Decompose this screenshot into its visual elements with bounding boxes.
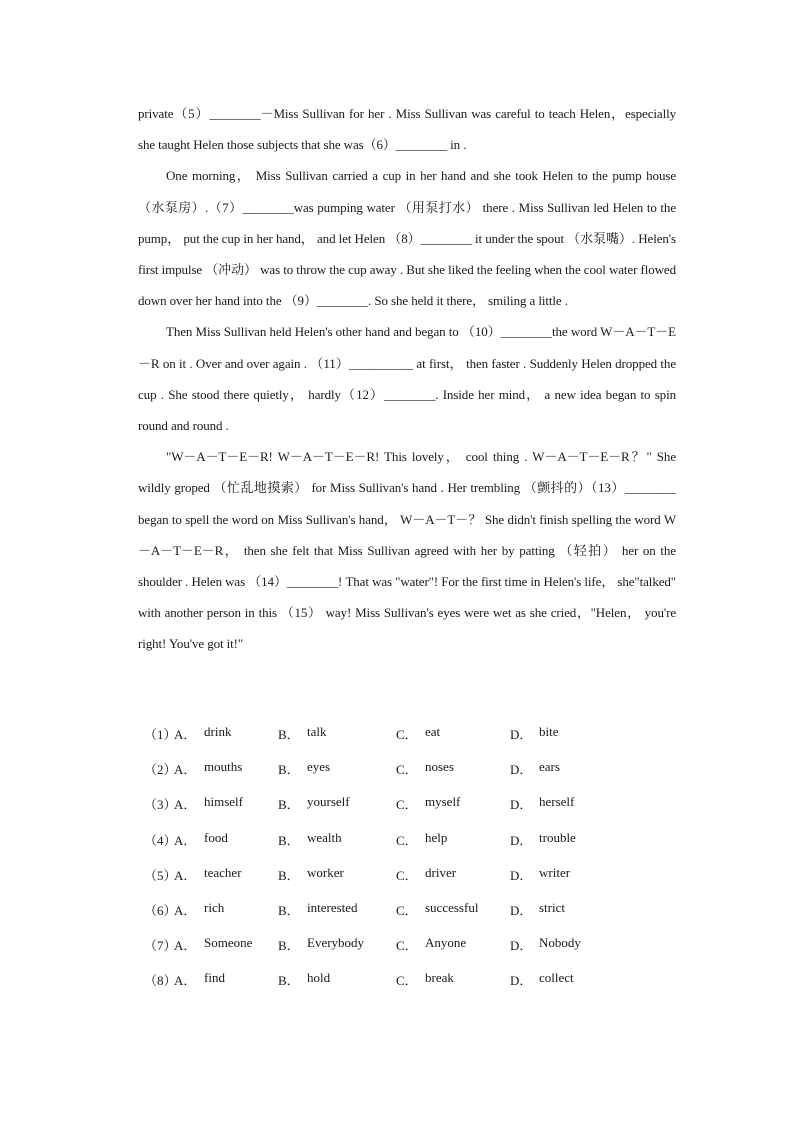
option-text: worker xyxy=(307,864,344,880)
option-text: himself xyxy=(204,794,243,810)
option-b xyxy=(278,970,331,989)
option-text: interested xyxy=(307,899,358,915)
option-letter: B． xyxy=(278,938,300,954)
option-letter: C． xyxy=(396,797,418,813)
option-text: teacher xyxy=(204,864,242,880)
option-letter: A． xyxy=(174,727,197,742)
option-d xyxy=(510,724,559,743)
option-letter: A． xyxy=(174,973,197,989)
option-d xyxy=(510,794,575,813)
option-letter: B． xyxy=(278,762,300,778)
option-letter: D． xyxy=(510,727,533,742)
option-c xyxy=(396,794,461,813)
option-d xyxy=(510,759,560,778)
option-d xyxy=(510,864,571,884)
option-letter: C． xyxy=(396,973,418,989)
option-text: find xyxy=(204,970,225,986)
option-letter: B． xyxy=(278,727,300,742)
question-row-7 xyxy=(144,935,664,970)
option-letter: D． xyxy=(510,762,533,778)
option-b xyxy=(278,829,342,849)
option-text: bite xyxy=(539,724,559,739)
option-text: rich xyxy=(204,899,225,915)
option-a xyxy=(174,829,228,849)
option-b xyxy=(278,794,350,813)
option-text: Someone xyxy=(204,935,253,951)
option-text: eat xyxy=(425,724,441,739)
option-d xyxy=(510,970,574,989)
option-text: herself xyxy=(539,794,575,810)
option-c xyxy=(396,829,448,849)
option-letter: A． xyxy=(174,762,197,778)
option-text: successful xyxy=(425,899,479,915)
option-letter: D． xyxy=(510,938,533,954)
question-number: （2） xyxy=(144,762,177,778)
option-d xyxy=(510,899,565,919)
option-text: ears xyxy=(539,759,560,775)
option-letter: A． xyxy=(174,902,197,918)
option-b xyxy=(278,935,365,954)
option-letter: D． xyxy=(510,832,533,848)
option-text: writer xyxy=(539,864,571,880)
option-text: noses xyxy=(425,759,454,775)
option-a xyxy=(174,794,243,813)
question-number: （3） xyxy=(144,797,177,813)
option-letter: D． xyxy=(510,973,533,989)
question-number: （1） xyxy=(144,727,177,742)
option-text: break xyxy=(425,970,454,986)
option-letter: C． xyxy=(396,902,418,918)
passage-paragraph-3: Then Miss Sullivan held Helen's other hand and began to （10）________the word W－A－T－E－R on it . Over and over again . （11）__________ at first， then faster . Suddenly Helen dropped the cup . She stood there quietly， hardly（12）________. Inside her mind， a new idea began to spin round and round . xyxy=(138,324,676,434)
option-c xyxy=(396,935,467,954)
question-number: （5） xyxy=(144,867,177,883)
question-row-1 xyxy=(144,724,664,759)
option-text: Anyone xyxy=(425,935,467,951)
option-letter: B． xyxy=(278,797,300,813)
option-b xyxy=(278,759,331,778)
option-letter: B． xyxy=(278,832,300,848)
option-c xyxy=(396,724,441,743)
option-b xyxy=(278,864,344,884)
option-text: driver xyxy=(425,864,457,880)
option-text: myself xyxy=(425,794,461,810)
option-a xyxy=(174,759,243,778)
question-row-3 xyxy=(144,794,664,829)
option-text: trouble xyxy=(539,829,576,845)
question-row-2 xyxy=(144,759,664,794)
option-text: yourself xyxy=(307,794,350,810)
question-number: （8） xyxy=(144,973,177,989)
option-letter: D． xyxy=(510,867,533,883)
passage-paragraph-4: "W－A－T－E－R! W－A－T－E－R! This lovely， cool thing . W－A－T－E－R？" She wildly groped （忙乱地摸索） for Miss Sullivan's hand . Her trembling （颤抖的）（13）________ began to spell the word on Miss Sullivan's hand， W－A－T－？ She didn't finish spelling the word W－A－T－E－R， then she felt that Miss Sullivan agreed with her by patting （轻拍） her on the shoulder . Helen was （14）________! That was "water"! For the first time in Helen's life， she"talked" with another person in this （15） way! Miss Sullivan's eyes were wet as she cried，"Helen， you're right! You've got it!" xyxy=(138,449,676,652)
option-a xyxy=(174,899,225,919)
question-number: （6） xyxy=(144,902,177,918)
option-d xyxy=(510,935,581,954)
question-row-6 xyxy=(144,900,664,935)
option-text: talk xyxy=(307,724,327,739)
option-c xyxy=(396,864,457,884)
option-letter: C． xyxy=(396,938,418,954)
option-letter: C． xyxy=(396,727,418,742)
question-list xyxy=(144,724,664,1006)
option-text: drink xyxy=(204,724,232,739)
option-text: Everybody xyxy=(307,935,365,951)
question-row-5 xyxy=(144,865,664,900)
option-c xyxy=(396,899,479,919)
option-letter: A． xyxy=(174,867,197,883)
option-d xyxy=(510,829,576,849)
question-number: （4） xyxy=(144,832,177,848)
option-letter: B． xyxy=(278,973,300,989)
question-number: （7） xyxy=(144,938,177,954)
option-letter: D． xyxy=(510,797,533,813)
option-letter: D． xyxy=(510,902,533,918)
option-letter: A． xyxy=(174,938,197,954)
option-text: mouths xyxy=(204,759,243,775)
question-row-8 xyxy=(144,970,664,1005)
option-text: strict xyxy=(539,899,565,915)
option-letter: B． xyxy=(278,902,300,918)
option-b xyxy=(278,724,327,743)
option-c xyxy=(396,759,454,778)
option-text: eyes xyxy=(307,759,331,775)
option-text: food xyxy=(204,829,228,845)
option-text: Nobody xyxy=(539,935,581,951)
option-text: wealth xyxy=(307,829,342,845)
passage-paragraph-2: One morning， Miss Sullivan carried a cup in her hand and she took Helen to the pump house （水泵房）.（7）________was pumping water （用泵打水） there . Miss Sullivan led Helen to the pump， put the cup in her hand， and let Helen （8）________ it under the spout （水泵嘴）. Helen's first impulse （冲动） was to throw the cup away . But she liked the feeling when the cool water flowed down over her hand into the （9）________. So she held it there， smiling a little . xyxy=(138,168,676,309)
option-text: collect xyxy=(539,970,574,986)
option-letter: C． xyxy=(396,867,418,883)
option-a xyxy=(174,935,253,954)
option-a xyxy=(174,970,225,989)
question-row-4 xyxy=(144,830,664,865)
option-letter: B． xyxy=(278,867,300,883)
option-text: help xyxy=(425,829,448,845)
option-letter: A． xyxy=(174,832,197,848)
option-letter: C． xyxy=(396,762,418,778)
option-letter: C． xyxy=(396,832,418,848)
option-text: hold xyxy=(307,970,331,986)
option-a xyxy=(174,724,232,743)
option-letter: A． xyxy=(174,797,197,813)
passage-paragraph-1: private（5）________－Miss Sullivan for her . Miss Sullivan was careful to teach Helen，especially she taught Helen those subjects that she was（6）________ in . xyxy=(138,106,676,153)
option-c xyxy=(396,970,454,989)
option-a xyxy=(174,864,242,884)
option-b xyxy=(278,899,358,919)
reading-passage xyxy=(138,98,676,660)
